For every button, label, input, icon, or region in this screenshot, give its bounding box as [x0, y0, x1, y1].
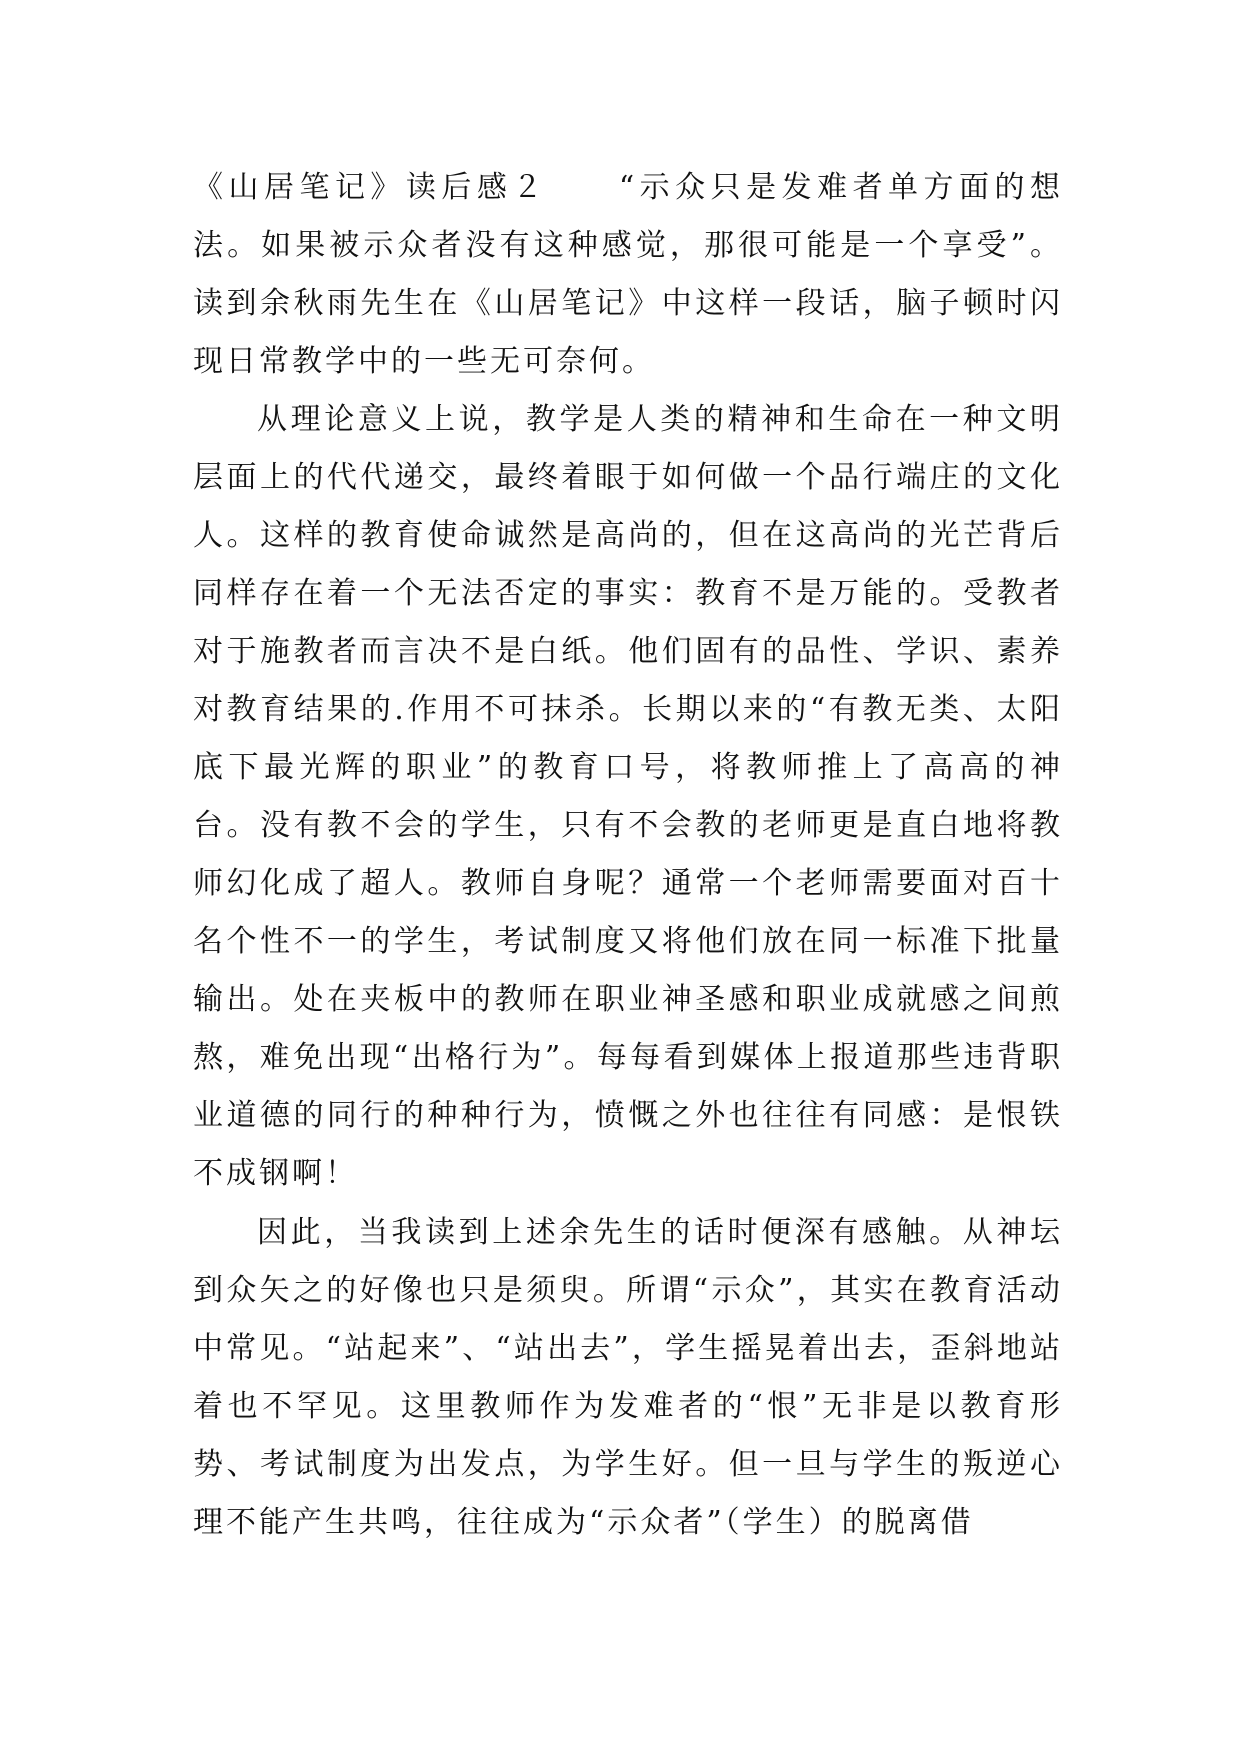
- paragraph-theory: [193, 391, 1063, 1203]
- paragraph-reflection: [193, 1204, 1063, 1552]
- paragraph-2-text: 从理论意义上说，教学是人类的精神和生命在一种文明层面上的代代递交，最终着眼于如何做一个品行端庄的文化人。这样的教育使命诚然是高尚的，但在这高尚的光芒背后同样存在着一个无法否定的事实：教育不是万能的。受教者对于施教者而言决不是白纸。他们固有的品性、学识、素养对教育结果的.作用不可抹杀。长期以来的“有教无类、太阳底下最光辉的职业”的教育口号，将教师推上了高高的神台。没有教不会的学生，只有不会教的老师更是直白地将教师幻化成了超人。教师自身呢？通常一个老师需要面对百十名个性不一的学生，考试制度又将他们放在同一标准下批量输出。处在夹板中的教师在职业神圣感和职业成就感之间煎熬，难免出现“出格行为”。每每看到媒体上报道那些违背职业道德的同行的种种行为，愤慨之外也往往有同感：是恨铁不成钢啊！: [193, 402, 1063, 1191]
- paragraph-3-text: 因此，当我读到上述余先生的话时便深有感触。从神坛到众矢之的好像也只是须臾。所谓“示众”，其实在教育活动中常见。“站起来”、“站出去”，学生摇晃着出去，歪斜地站着也不罕见。这里教师作为发难者的“恨”无非是以教育形势、考试制度为出发点，为学生好。但一旦与学生的叛逆心理不能产生共鸣，往往成为“示众者”（学生）的脱离借: [193, 1215, 1063, 1540]
- paragraph-intro: [193, 159, 1063, 391]
- paragraph-1-text: 《山居笔记》读后感２ “示众只是发难者单方面的想法。如果被示众者没有这种感觉，那很可能是一个享受”。读到余秋雨先生在《山居笔记》中这样一段话，脑子顿时闪现日常教学中的一些无可奈何。: [193, 170, 1063, 379]
